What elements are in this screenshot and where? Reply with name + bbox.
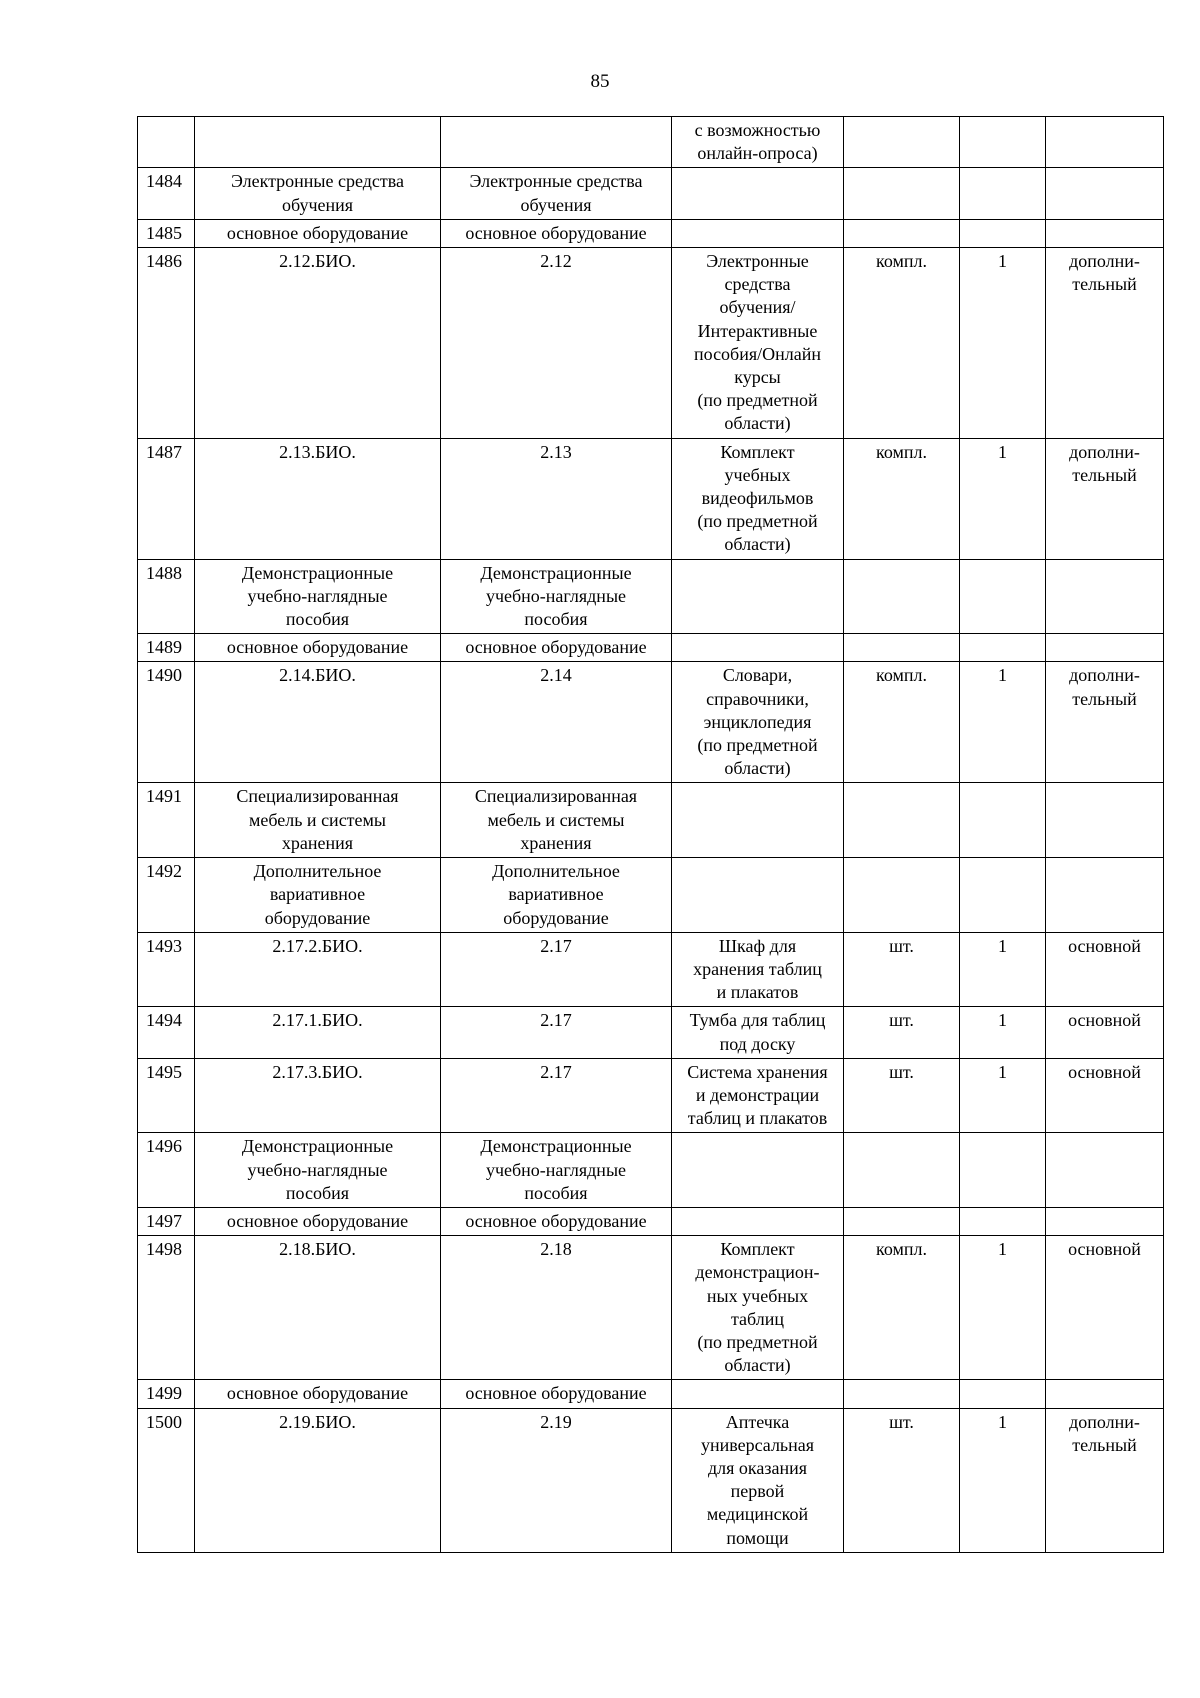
unit-cell	[844, 1380, 960, 1408]
row-number-cell: 1492	[138, 858, 195, 933]
equipment-type-cell: дополни- тельный	[1046, 1408, 1164, 1552]
quantity-cell	[960, 1207, 1046, 1235]
equipment-code-cell	[195, 117, 441, 168]
quantity-cell	[960, 1380, 1046, 1408]
table-row	[138, 783, 1164, 858]
equipment-type-cell: основной	[1046, 932, 1164, 1007]
item-name-cell	[672, 219, 844, 247]
row-number-cell: 1491	[138, 783, 195, 858]
section-code-cell: 2.17	[441, 932, 672, 1007]
item-name-cell	[672, 1133, 844, 1208]
unit-cell: компл.	[844, 438, 960, 559]
table-row	[138, 1408, 1164, 1552]
equipment-code-cell: 2.13.БИО.	[195, 438, 441, 559]
section-code-cell: основное оборудование	[441, 219, 672, 247]
table-row	[138, 248, 1164, 439]
equipment-type-cell: основной	[1046, 1007, 1164, 1058]
unit-cell	[844, 168, 960, 219]
quantity-cell: 1	[960, 662, 1046, 783]
equipment-code-cell: 2.17.1.БИО.	[195, 1007, 441, 1058]
table-row	[138, 634, 1164, 662]
row-number-cell: 1494	[138, 1007, 195, 1058]
unit-cell: шт.	[844, 1007, 960, 1058]
table-row	[138, 662, 1164, 783]
equipment-code-cell: основное оборудование	[195, 1207, 441, 1235]
equipment-type-cell	[1046, 783, 1164, 858]
item-name-cell: Аптечка универсальная для оказания первой медицинской помощи	[672, 1408, 844, 1552]
quantity-cell	[960, 168, 1046, 219]
item-name-cell	[672, 1207, 844, 1235]
quantity-cell	[960, 559, 1046, 634]
section-code-cell: 2.12	[441, 248, 672, 439]
equipment-type-cell: дополни- тельный	[1046, 438, 1164, 559]
quantity-cell: 1	[960, 1007, 1046, 1058]
section-code-cell: 2.13	[441, 438, 672, 559]
section-code-cell: 2.17	[441, 1007, 672, 1058]
section-code-cell: 2.17	[441, 1058, 672, 1133]
quantity-cell: 1	[960, 1236, 1046, 1380]
equipment-code-cell: основное оборудование	[195, 219, 441, 247]
item-name-cell	[672, 858, 844, 933]
item-name-cell: Тумба для таблиц под доску	[672, 1007, 844, 1058]
unit-cell	[844, 783, 960, 858]
item-name-cell	[672, 1380, 844, 1408]
table-row	[138, 1236, 1164, 1380]
item-name-cell: Словари, справочники, энциклопедия (по предметной области)	[672, 662, 844, 783]
table-row	[138, 858, 1164, 933]
equipment-code-cell: Демонстрационные учебно-наглядные пособия	[195, 559, 441, 634]
quantity-cell: 1	[960, 438, 1046, 559]
equipment-type-cell: дополни- тельный	[1046, 662, 1164, 783]
table-row	[138, 219, 1164, 247]
equipment-type-cell: основной	[1046, 1236, 1164, 1380]
page-number: 85	[590, 71, 610, 92]
quantity-cell: 1	[960, 932, 1046, 1007]
row-number-cell: 1488	[138, 559, 195, 634]
row-number-cell: 1484	[138, 168, 195, 219]
section-code-cell	[441, 117, 672, 168]
quantity-cell	[960, 219, 1046, 247]
quantity-cell: 1	[960, 248, 1046, 439]
section-code-cell: Дополнительное вариативное оборудование	[441, 858, 672, 933]
table-row	[138, 1058, 1164, 1133]
item-name-cell: Комплект учебных видеофильмов (по предметной области)	[672, 438, 844, 559]
equipment-code-cell: 2.17.3.БИО.	[195, 1058, 441, 1133]
quantity-cell	[960, 783, 1046, 858]
quantity-cell	[960, 634, 1046, 662]
section-code-cell: Демонстрационные учебно-наглядные пособия	[441, 559, 672, 634]
unit-cell	[844, 219, 960, 247]
row-number-cell: 1485	[138, 219, 195, 247]
equipment-code-cell: Демонстрационные учебно-наглядные пособия	[195, 1133, 441, 1208]
unit-cell: шт.	[844, 1058, 960, 1133]
equipment-code-cell: 2.18.БИО.	[195, 1236, 441, 1380]
row-number-cell: 1490	[138, 662, 195, 783]
equipment-type-cell	[1046, 117, 1164, 168]
equipment-code-cell: 2.12.БИО.	[195, 248, 441, 439]
item-name-cell: Электронные средства обучения/ Интерактивные пособия/Онлайн курсы (по предметной области)	[672, 248, 844, 439]
section-code-cell: основное оборудование	[441, 634, 672, 662]
equipment-code-cell: Дополнительное вариативное оборудование	[195, 858, 441, 933]
unit-cell	[844, 559, 960, 634]
row-number-cell: 1489	[138, 634, 195, 662]
table-row	[138, 1207, 1164, 1235]
row-number-cell: 1500	[138, 1408, 195, 1552]
equipment-code-cell: 2.17.2.БИО.	[195, 932, 441, 1007]
quantity-cell	[960, 858, 1046, 933]
section-code-cell: основное оборудование	[441, 1207, 672, 1235]
unit-cell: шт.	[844, 932, 960, 1007]
equipment-type-cell	[1046, 168, 1164, 219]
equipment-type-cell	[1046, 858, 1164, 933]
section-code-cell: Специализированная мебель и системы хранения	[441, 783, 672, 858]
table-row	[138, 1133, 1164, 1208]
section-code-cell: 2.18	[441, 1236, 672, 1380]
item-name-cell	[672, 559, 844, 634]
table-row	[138, 117, 1164, 168]
equipment-type-cell	[1046, 1207, 1164, 1235]
table-row	[138, 168, 1164, 219]
equipment-code-cell: Электронные средства обучения	[195, 168, 441, 219]
quantity-cell	[960, 117, 1046, 168]
equipment-type-cell	[1046, 1380, 1164, 1408]
unit-cell	[844, 858, 960, 933]
equipment-type-cell	[1046, 1133, 1164, 1208]
row-number-cell	[138, 117, 195, 168]
table-row	[138, 438, 1164, 559]
equipment-code-cell: 2.14.БИО.	[195, 662, 441, 783]
item-name-cell	[672, 634, 844, 662]
equipment-table	[137, 116, 1164, 1553]
equipment-code-cell: 2.19.БИО.	[195, 1408, 441, 1552]
unit-cell: компл.	[844, 248, 960, 439]
item-name-cell	[672, 168, 844, 219]
quantity-cell	[960, 1133, 1046, 1208]
row-number-cell: 1495	[138, 1058, 195, 1133]
equipment-type-cell	[1046, 634, 1164, 662]
item-name-cell: Шкаф для хранения таблиц и плакатов	[672, 932, 844, 1007]
item-name-cell: с возможностью онлайн-опроса)	[672, 117, 844, 168]
item-name-cell: Система хранения и демонстрации таблиц и плакатов	[672, 1058, 844, 1133]
section-code-cell: Демонстрационные учебно-наглядные пособия	[441, 1133, 672, 1208]
unit-cell	[844, 1133, 960, 1208]
row-number-cell: 1497	[138, 1207, 195, 1235]
unit-cell: компл.	[844, 662, 960, 783]
quantity-cell: 1	[960, 1408, 1046, 1552]
unit-cell: шт.	[844, 1408, 960, 1552]
table-row	[138, 559, 1164, 634]
row-number-cell: 1498	[138, 1236, 195, 1380]
row-number-cell: 1499	[138, 1380, 195, 1408]
row-number-cell: 1496	[138, 1133, 195, 1208]
equipment-code-cell: основное оборудование	[195, 1380, 441, 1408]
row-number-cell: 1487	[138, 438, 195, 559]
equipment-code-cell: Специализированная мебель и системы хранения	[195, 783, 441, 858]
quantity-cell: 1	[960, 1058, 1046, 1133]
item-name-cell: Комплект демонстрацион- ных учебных таблиц (по предметной области)	[672, 1236, 844, 1380]
table-row	[138, 1380, 1164, 1408]
unit-cell: компл.	[844, 1236, 960, 1380]
unit-cell	[844, 634, 960, 662]
equipment-type-cell: основной	[1046, 1058, 1164, 1133]
row-number-cell: 1486	[138, 248, 195, 439]
unit-cell	[844, 117, 960, 168]
table-row	[138, 932, 1164, 1007]
unit-cell	[844, 1207, 960, 1235]
equipment-code-cell: основное оборудование	[195, 634, 441, 662]
item-name-cell	[672, 783, 844, 858]
equipment-type-cell	[1046, 219, 1164, 247]
equipment-type-cell	[1046, 559, 1164, 634]
section-code-cell: 2.19	[441, 1408, 672, 1552]
section-code-cell: основное оборудование	[441, 1380, 672, 1408]
row-number-cell: 1493	[138, 932, 195, 1007]
equipment-type-cell: дополни- тельный	[1046, 248, 1164, 439]
section-code-cell: 2.14	[441, 662, 672, 783]
table-row	[138, 1007, 1164, 1058]
section-code-cell: Электронные средства обучения	[441, 168, 672, 219]
